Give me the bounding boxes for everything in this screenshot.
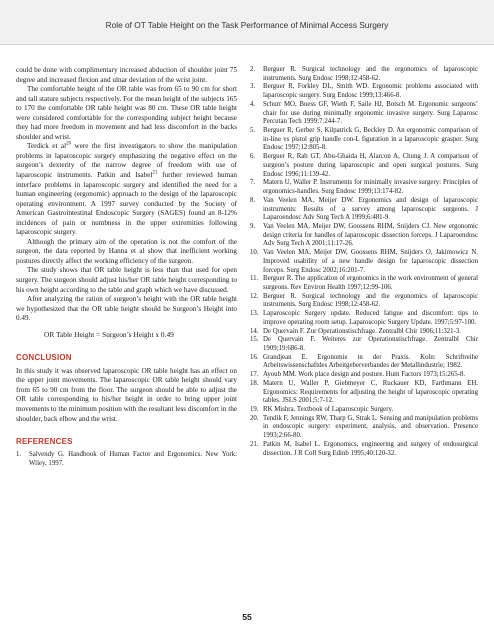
reference-number: 14. bbox=[250, 327, 259, 335]
text-span: were the first investigators to show the manipulation problems in laparoscopic surgery emphasizing the negative effect on the surgeon’s dexterity of the narrow degree of freedom with use of laparoscopic instruments. Patkin and Isabel bbox=[16, 142, 237, 180]
reference-number: 5. bbox=[250, 127, 256, 135]
paragraph: could be done with complimentary increased abduction of shoulder joint 75 degree and increased flexion and ulnar deviation of the wrist joint. bbox=[16, 66, 237, 84]
reference-item bbox=[250, 293, 478, 310]
running-title: Role of OT Table Height on the Task Performance of Minimal Access Surgery bbox=[105, 20, 389, 30]
reference-number: 19. bbox=[250, 406, 259, 414]
reference-item bbox=[250, 441, 478, 458]
citation-superscript: 20 bbox=[66, 141, 72, 147]
reference-item bbox=[250, 371, 478, 380]
reference-text: Van Veelen MA, Meijer DW. Ergonomics and design of laparoscopic instruments: Results of a survey among laparoscopic surgeons. J Laparoendosc Adv Surg Tech A 1999;6:481-9. bbox=[263, 196, 478, 222]
reference-item bbox=[250, 310, 478, 327]
reference-text: Tendik F, Jennings RW, Tharp G, Strak L. Sensing and manipulation problems in endoscopic surgery: experiment, analysis, and observation. Presence 1993;2:66-80. bbox=[263, 414, 478, 440]
paragraph bbox=[16, 142, 237, 237]
reference-text: RK Mishra. Textbook of Laparoscopic Surgery. bbox=[263, 406, 394, 414]
paragraph: Although the primary aim of the operation is not the comfort of the surgeon, the data reported by Hanna et al show that inefficient working postures directly affect the working efficiency of the surgeon. bbox=[16, 237, 237, 265]
reference-number: 7. bbox=[250, 179, 256, 187]
reference-number: 17. bbox=[250, 371, 259, 379]
paragraph: After analyzing the ration of surgeon’s height with the OR table height we hypothesized that the OR table height should be Surgeon’s Height into 0.49. bbox=[16, 295, 237, 323]
reference-number: 12. bbox=[250, 292, 259, 300]
reference-text: Matern U, Waller P, Giebmeyer C, Ruckauer KD, Farthmann EH. Ergonomics: Requirements for adjusting the height of laparoscopic operating tables. JSLS 2001;5:7-12. bbox=[263, 379, 478, 405]
reference-text: Grandjean E. Ergonomie in der Praxis. Koln: Schriftreihe Arbeitswissenschaftdes Arbeitgeberverbandes der Metallindustrie; 1982. bbox=[263, 353, 478, 370]
reference-text: Van Veelen MA, Meijer DW, Goossens RHM, Snijders O, Jakimowicz N. Improved usability of a new handle design for laparoscopic dissection forceps. Surg Endosc 2002;16:201-7. bbox=[263, 249, 478, 274]
left-column bbox=[16, 66, 237, 468]
reference-item bbox=[250, 415, 478, 441]
reference-item bbox=[250, 275, 478, 292]
reference-item bbox=[250, 406, 478, 415]
reference-number: 18. bbox=[250, 379, 259, 387]
reference-item bbox=[250, 153, 478, 179]
reference-text: Schurr MO, Buess GF, Wieth F, Saile HJ, Botsch M. Ergonomic surgeons’ chair for use during minimally ergonomic invasive surgery. Surg Laparosc Percutan Tech 1999;7:244-7. bbox=[263, 100, 478, 126]
reference-text: Patkin M, Isabel L. Ergonomics, engineering and surgery of endosurgical dissection. J R Coll Surg Edinb 1995;40:120-32. bbox=[263, 440, 478, 457]
reference-item bbox=[250, 249, 478, 275]
reference-item bbox=[250, 354, 478, 371]
citation-superscript: 21 bbox=[152, 170, 158, 176]
reference-number: 15. bbox=[250, 336, 259, 344]
reference-text: Matern U, Waller P. Instruments for minimally invasive surgery: Principles of ergonomics-handles. Surg Endosc 1999;13:174-82. bbox=[263, 179, 478, 196]
reference-number: 8. bbox=[250, 196, 256, 204]
reference-text: Berguer R. Surgical technology and the ergonomics of laparoscopic instruments. Surg Endosc 1998;12:458-62. bbox=[263, 292, 478, 309]
reference-item bbox=[250, 223, 478, 249]
section-heading-references: REFERENCES bbox=[16, 437, 73, 447]
page-number: 55 bbox=[242, 612, 252, 622]
reference-text: Laparoscopic Surgery update. Reduced fatigue and discomfort: tips to improve operating room setup. Laparoscopic Surgery Update. 1997;5:97-100. bbox=[263, 310, 478, 326]
paragraph: In this study it was observed laparoscopic OR table height has an effect on the upper joint movements. The laparoscopic OR table height should vary from 65 to 90 cm from the floor. The surgeon should be able to adjust the OR table corresponding to his/her height in order to bring upper joint movements to the minimum position with the resultant less discomfort in the shoulder, back elbow and the wrist. bbox=[16, 366, 237, 423]
reference-item bbox=[16, 451, 237, 468]
reference-text: Berguer R. Surgical technology and the ergonomics of laparoscopic instruments. Surg Endosc 1998;12:458-62. bbox=[263, 66, 478, 82]
reference-item bbox=[250, 101, 478, 127]
text-span: Terdick et al bbox=[27, 142, 67, 151]
reference-number: 21. bbox=[250, 440, 259, 448]
reference-text: Berguer R, Rab GT, Abu-Ghaida H, Alarcon A, Chung J. A comparison of surgeon’s posture during laparoscopic and open surgical postures. Surg Endosc 1996;11:139-42. bbox=[263, 153, 478, 178]
reference-text: Ayoub MM. Work place design and posture. Hum Factors 1973;15:265-8. bbox=[263, 371, 466, 379]
reference-item bbox=[250, 197, 478, 223]
reference-text: Van Veelen MA, Meijer DW, Goossens RHM, Snijders CJ. New ergonomic design criteria for handles of laparoscopic dissection forceps. J Laparoendosc Adv Surg Tech A 2001;11:17-26. bbox=[263, 222, 478, 248]
reference-number: 10. bbox=[250, 249, 259, 257]
reference-text: Berguer R, Gerber S, Kilpatrick G, Beckley D. An ergonomic comparison of in-line vs pistol grip handle con-L figuration in a laparoscopic grasper. Surg Endosc 1997;12:805-8. bbox=[263, 127, 478, 152]
equation: OR Table Height = Surgeon’s Height x 0.49 bbox=[44, 329, 174, 339]
section-heading-conclusion: CONCLUSION bbox=[16, 352, 72, 362]
reference-number: 16. bbox=[250, 353, 259, 361]
reference-number: 11. bbox=[250, 275, 259, 283]
reference-item bbox=[250, 179, 478, 196]
reference-number: 3. bbox=[250, 83, 256, 91]
reference-number: 4. bbox=[250, 100, 256, 108]
reference-number: 6. bbox=[250, 153, 256, 161]
reference-item bbox=[250, 83, 478, 100]
reference-number: 1. bbox=[16, 451, 22, 459]
right-column-references bbox=[250, 66, 478, 458]
reference-text: Berguer R. The application of ergonomics in the work environment of general surgeons. Rev Environ Health 1997;12:99-106. bbox=[263, 275, 478, 291]
reference-text: De Quervain F. Weiteres zur Operationstischfrage. Zentralbl Chir 1909;19:686-8. bbox=[263, 336, 478, 352]
reference-item bbox=[250, 328, 478, 337]
reference-text: De Quervain F. Zur Operationstischfrage. Zentralbl Chir 1906;11:321-3. bbox=[263, 327, 461, 335]
reference-text: Berguer R, Forkley DL, Smith WD. Ergonomic problems associated with laparoscopic surgery. Surg Endosc 1999;13:466-8. bbox=[263, 83, 478, 100]
reference-number: 9. bbox=[250, 222, 256, 230]
reference-number: 20. bbox=[250, 414, 259, 422]
reference-item bbox=[250, 66, 478, 83]
reference-item bbox=[250, 127, 478, 153]
text-span: further reviewed human interface problems in laparoscopic surgery and identified the need for a human engineering (ergonomic) approach to the design of the laparoscopic operating environment. A 1997 survey conducted by the Society of American Gastrointestinal Endoscopic Surgery (SAGES) found an 8-12% incidences of pain or numbness in the upper extremities following laparoscopic surgery. bbox=[16, 171, 237, 237]
running-header bbox=[0, 0, 494, 45]
paragraph: The study shows that OR table height is less than that used for open surgery. The surgeon should adjust his/her OR table height corresponding to his own height according to the table and graph which we have discussed. bbox=[16, 266, 237, 294]
paragraph: The comfortable height of the OR table was from 65 to 90 cm for short and tall stature subjects respectively. For the mean height of the subjects 165 to 170 the comfortable OR table height was 80 cm. These OR table height were considered comfortable for the corresponding subject height because they had more freedom in movement and had less discomfort in the backs shoulder and wrist. bbox=[16, 85, 237, 141]
reference-item bbox=[250, 380, 478, 406]
reference-item bbox=[250, 336, 478, 353]
reference-number: 13. bbox=[250, 310, 259, 318]
reference-number: 2. bbox=[250, 66, 256, 73]
reference-text: Salvendy G. Handbook of Human Factor and Ergonomics. New York: Wiley, 1997. bbox=[29, 451, 237, 467]
